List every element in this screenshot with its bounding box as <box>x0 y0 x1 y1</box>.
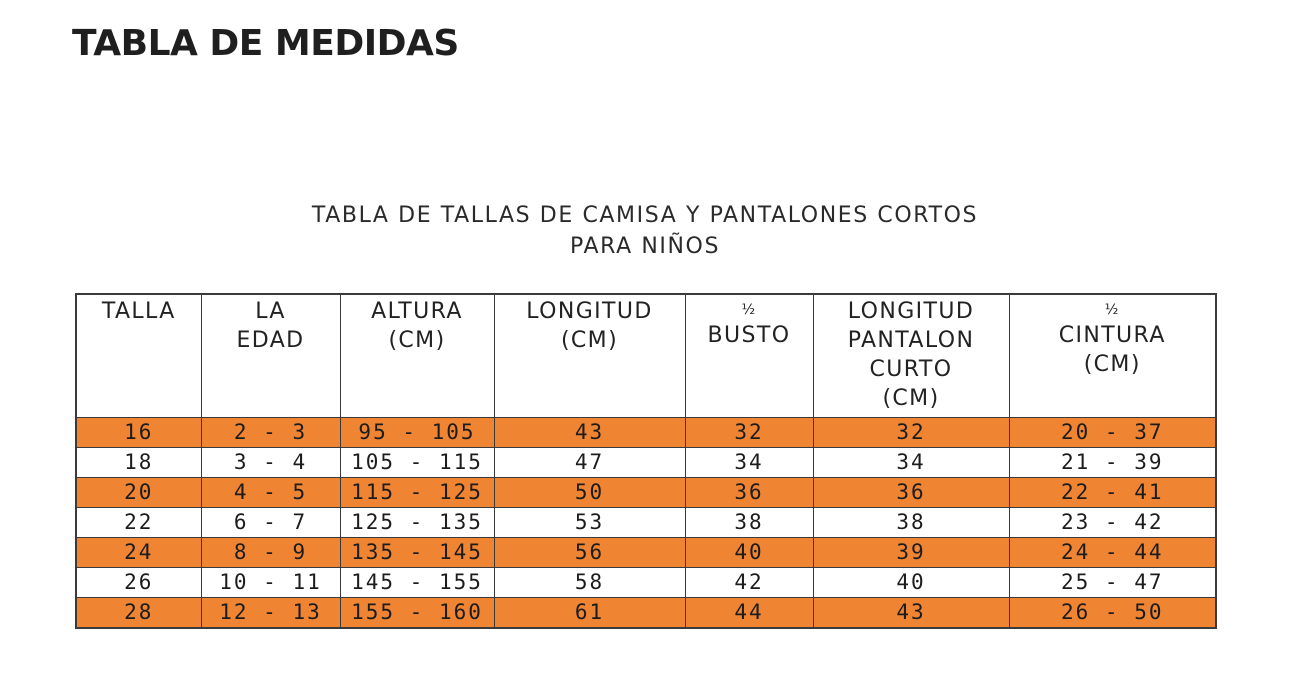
column-header-label: LONGITUD <box>847 299 975 324</box>
cell-talla: 20 <box>76 478 201 508</box>
cell-talla: 28 <box>76 598 201 629</box>
half-symbol: ½ <box>741 302 757 318</box>
cell-edad: 3 - 4 <box>201 448 340 478</box>
column-header-label: TALLA <box>101 299 176 324</box>
column-header-altura <box>340 294 494 418</box>
cell-altura: 105 - 115 <box>340 448 494 478</box>
cell-longitud: 47 <box>494 448 685 478</box>
cell-longitud: 43 <box>494 418 685 448</box>
cell-altura: 145 - 155 <box>340 568 494 598</box>
cell-longitud-pantalon: 40 <box>813 568 1009 598</box>
cell-edad: 4 - 5 <box>201 478 340 508</box>
cell-cintura: 24 - 44 <box>1009 538 1216 568</box>
table-row <box>76 448 1216 478</box>
page-title: TABLA DE MEDIDAS <box>72 23 459 64</box>
column-header-label: (CM) <box>1083 352 1141 377</box>
column-header-edad <box>201 294 340 418</box>
cell-cintura: 20 - 37 <box>1009 418 1216 448</box>
column-header-cintura <box>1009 294 1216 418</box>
column-header-label: EDAD <box>236 328 305 353</box>
size-chart-title-line-2: PARA NIÑOS <box>569 234 721 259</box>
cell-talla: 16 <box>76 418 201 448</box>
column-header-busto <box>685 294 813 418</box>
cell-altura: 135 - 145 <box>340 538 494 568</box>
cell-edad: 2 - 3 <box>201 418 340 448</box>
cell-longitud: 53 <box>494 508 685 538</box>
cell-cintura: 23 - 42 <box>1009 508 1216 538</box>
cell-talla: 22 <box>76 508 201 538</box>
table-body <box>76 418 1216 629</box>
cell-edad: 8 - 9 <box>201 538 340 568</box>
table-row <box>76 508 1216 538</box>
cell-longitud: 61 <box>494 598 685 629</box>
cell-altura: 115 - 125 <box>340 478 494 508</box>
cell-busto: 44 <box>685 598 813 629</box>
cell-longitud-pantalon: 36 <box>813 478 1009 508</box>
cell-cintura: 25 - 47 <box>1009 568 1216 598</box>
column-header-label: (CM) <box>560 328 619 353</box>
cell-edad: 10 - 11 <box>201 568 340 598</box>
column-header-label: LONGITUD <box>526 299 653 324</box>
cell-longitud-pantalon: 34 <box>813 448 1009 478</box>
cell-cintura: 22 - 41 <box>1009 478 1216 508</box>
cell-longitud: 56 <box>494 538 685 568</box>
size-chart-title-line-1: TABLA DE TALLAS DE CAMISA Y PANTALONES CORTOS <box>311 203 979 228</box>
table-row <box>76 598 1216 629</box>
cell-busto: 32 <box>685 418 813 448</box>
column-header-label: (CM) <box>882 386 940 411</box>
cell-busto: 36 <box>685 478 813 508</box>
cell-edad: 12 - 13 <box>201 598 340 629</box>
column-header-label: CURTO <box>869 357 953 382</box>
cell-talla: 24 <box>76 538 201 568</box>
table-row <box>76 418 1216 448</box>
cell-edad: 6 - 7 <box>201 508 340 538</box>
column-header-talla <box>76 294 201 418</box>
column-header-label: ALTURA <box>371 299 463 324</box>
table-row <box>76 538 1216 568</box>
column-header-longitud <box>494 294 685 418</box>
cell-altura: 125 - 135 <box>340 508 494 538</box>
column-header-label: PANTALON <box>847 328 975 353</box>
cell-busto: 38 <box>685 508 813 538</box>
cell-longitud-pantalon: 32 <box>813 418 1009 448</box>
cell-longitud: 50 <box>494 478 685 508</box>
cell-talla: 26 <box>76 568 201 598</box>
column-header-label: CINTURA <box>1058 323 1166 348</box>
table-row <box>76 568 1216 598</box>
cell-longitud-pantalon: 43 <box>813 598 1009 629</box>
cell-longitud-pantalon: 39 <box>813 538 1009 568</box>
cell-busto: 34 <box>685 448 813 478</box>
cell-longitud: 58 <box>494 568 685 598</box>
cell-altura: 95 - 105 <box>340 418 494 448</box>
half-symbol: ½ <box>1104 302 1120 318</box>
cell-cintura: 26 - 50 <box>1009 598 1216 629</box>
column-header-longitud-pantalon <box>813 294 1009 418</box>
cell-altura: 155 - 160 <box>340 598 494 629</box>
size-chart-title <box>0 200 1290 262</box>
column-header-label: (CM) <box>388 328 446 353</box>
table-header-row <box>76 294 1216 418</box>
column-header-label: LA <box>255 299 286 324</box>
cell-cintura: 21 - 39 <box>1009 448 1216 478</box>
cell-busto: 42 <box>685 568 813 598</box>
cell-longitud-pantalon: 38 <box>813 508 1009 538</box>
table-row <box>76 478 1216 508</box>
size-chart-table <box>75 293 1217 629</box>
cell-busto: 40 <box>685 538 813 568</box>
column-header-label: BUSTO <box>707 323 791 348</box>
cell-talla: 18 <box>76 448 201 478</box>
